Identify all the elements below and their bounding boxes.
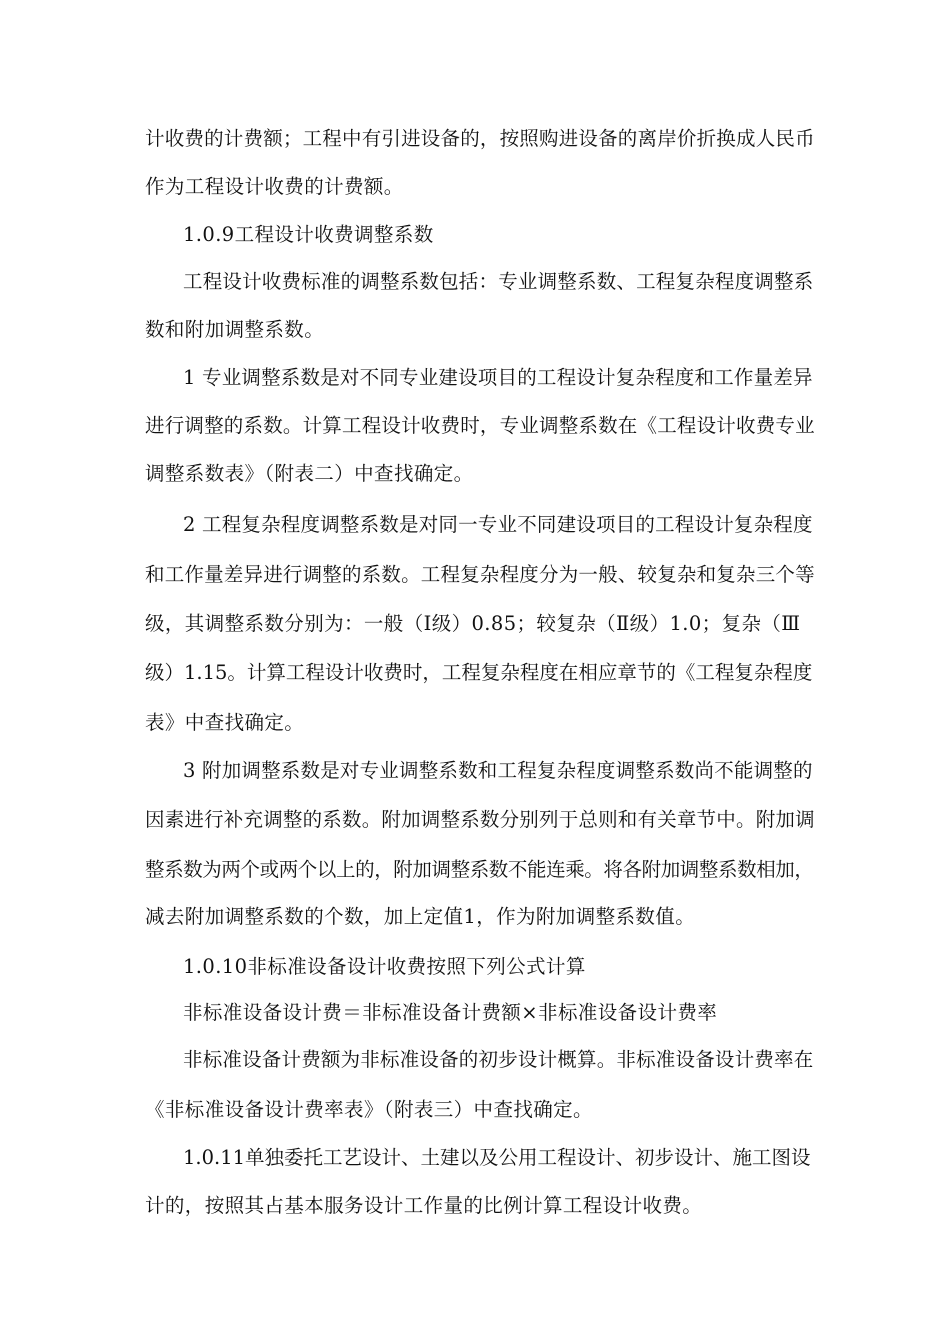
text-line: 级）1.15。计算工程设计收费时，工程复杂程度在相应章节的《工程复杂程度 xyxy=(145,661,813,684)
text-line: 2 工程复杂程度调整系数是对同一专业不同建设项目的工程设计复杂程度 xyxy=(183,513,813,536)
text-line: 1 专业调整系数是对不同专业建设项目的工程设计复杂程度和工作量差异 xyxy=(183,366,813,389)
text-line: 《非标准设备设计费率表》（附表三）中查找确定。 xyxy=(145,1098,593,1121)
text-line: 减去附加调整系数的个数，加上定值1，作为附加调整系数值。 xyxy=(145,905,696,928)
text-line: 级，其调整系数分别为：一般（Ⅰ级）0.85；较复杂（Ⅱ级）1.0；复杂（Ⅲ xyxy=(145,612,801,635)
section-heading: 1.0.9工程设计收费调整系数 xyxy=(183,223,434,246)
text-line: 计的，按照其占基本服务设计工作量的比例计算工程设计收费。 xyxy=(145,1194,703,1217)
text-line: 和工作量差异进行调整的系数。工程复杂程度分为一般、较复杂和复杂三个等 xyxy=(145,563,815,586)
text-line: 整系数为两个或两个以上的，附加调整系数不能连乘。将各附加调整系数相加， xyxy=(145,858,814,881)
text-line: 工程设计收费标准的调整系数包括：专业调整系数、工程复杂程度调整系 xyxy=(183,270,814,293)
text-line: 表》中查找确定。 xyxy=(145,711,305,734)
formula-line: 非标准设备设计费＝非标准设备计费额×非标准设备设计费率 xyxy=(183,1001,718,1024)
text-line: 3 附加调整系数是对专业调整系数和工程复杂程度调整系数尚不能调整的 xyxy=(183,759,813,782)
text-line: 计收费的计费额；工程中有引进设备的，按照购进设备的离岸价折换成人民币 xyxy=(145,127,815,150)
text-line: 作为工程设计收费的计费额。 xyxy=(145,175,404,198)
text-line: 非标准设备计费额为非标准设备的初步设计概算。非标准设备设计费率在 xyxy=(183,1048,814,1071)
text-line: 数和附加调整系数。 xyxy=(145,318,325,341)
text-line: 因素进行补充调整的系数。附加调整系数分别列于总则和有关章节中。附加调 xyxy=(145,808,815,831)
text-line: 调整系数表》（附表二）中查找确定。 xyxy=(145,462,474,485)
section-heading: 1.0.10非标准设备设计收费按照下列公式计算 xyxy=(183,955,586,978)
text-line: 进行调整的系数。计算工程设计收费时，专业调整系数在《工程设计收费专业 xyxy=(145,414,815,437)
section-heading: 1.0.11单独委托工艺设计、土建以及公用工程设计、初步设计、施工图设 xyxy=(183,1146,811,1169)
